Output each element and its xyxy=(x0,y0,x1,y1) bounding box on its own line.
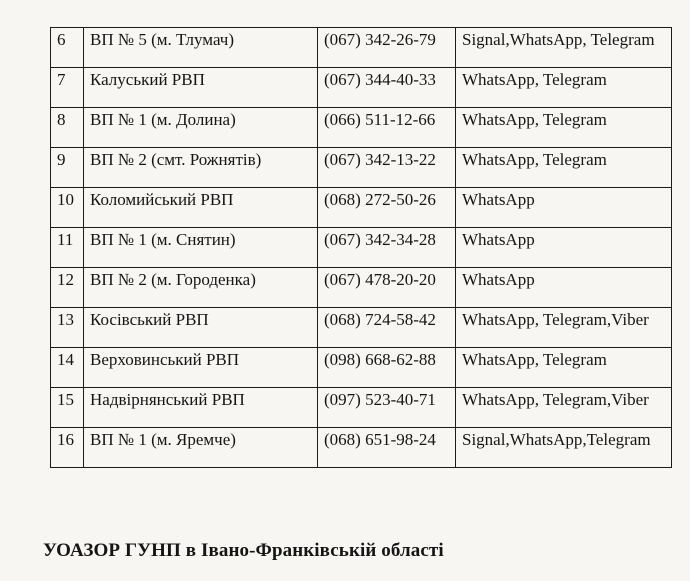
table-row xyxy=(51,308,672,348)
phone-cell: (067) 342-13-22 xyxy=(318,148,456,188)
table-row xyxy=(51,108,672,148)
phone-cell: (067) 344-40-33 xyxy=(318,68,456,108)
table-row xyxy=(51,68,672,108)
unit-name-cell: Верховинський РВП xyxy=(84,348,318,388)
section-heading: УОАЗОР ГУНП в Івано-Франківській області xyxy=(43,540,444,561)
messengers-cell: WhatsApp xyxy=(456,188,672,228)
row-number-cell: 11 xyxy=(51,228,84,268)
messengers-cell: WhatsApp, Telegram xyxy=(456,348,672,388)
table-row xyxy=(51,428,672,468)
phone-cell: (067) 478-20-20 xyxy=(318,268,456,308)
unit-name-cell: ВП № 5 (м. Тлумач) xyxy=(84,28,318,68)
unit-name-cell: Косівський РВП xyxy=(84,308,318,348)
unit-name-cell: ВП № 1 (м. Долина) xyxy=(84,108,318,148)
messengers-cell: WhatsApp xyxy=(456,268,672,308)
table-row xyxy=(51,188,672,228)
unit-name-cell: ВП № 2 (м. Городенка) xyxy=(84,268,318,308)
row-number-cell: 12 xyxy=(51,268,84,308)
messengers-cell: WhatsApp, Telegram xyxy=(456,148,672,188)
row-number-cell: 9 xyxy=(51,148,84,188)
table-row xyxy=(51,268,672,308)
table-row xyxy=(51,28,672,68)
contacts-table-body xyxy=(51,28,672,468)
phone-cell: (068) 272-50-26 xyxy=(318,188,456,228)
phone-cell: (097) 523-40-71 xyxy=(318,388,456,428)
unit-name-cell: Калуський РВП xyxy=(84,68,318,108)
unit-name-cell: ВП № 2 (смт. Рожнятів) xyxy=(84,148,318,188)
unit-name-cell: Коломийський РВП xyxy=(84,188,318,228)
row-number-cell: 7 xyxy=(51,68,84,108)
row-number-cell: 14 xyxy=(51,348,84,388)
row-number-cell: 10 xyxy=(51,188,84,228)
unit-name-cell: ВП № 1 (м. Яремче) xyxy=(84,428,318,468)
table-row xyxy=(51,148,672,188)
phone-cell: (068) 724-58-42 xyxy=(318,308,456,348)
phone-cell: (068) 651-98-24 xyxy=(318,428,456,468)
row-number-cell: 8 xyxy=(51,108,84,148)
contacts-table xyxy=(50,27,672,468)
phone-cell: (067) 342-26-79 xyxy=(318,28,456,68)
row-number-cell: 15 xyxy=(51,388,84,428)
messengers-cell: WhatsApp, Telegram,Viber xyxy=(456,308,672,348)
row-number-cell: 16 xyxy=(51,428,84,468)
messengers-cell: WhatsApp, Telegram xyxy=(456,68,672,108)
phone-cell: (098) 668-62-88 xyxy=(318,348,456,388)
messengers-cell: WhatsApp xyxy=(456,228,672,268)
messengers-cell: Signal,WhatsApp, Telegram xyxy=(456,28,672,68)
table-row xyxy=(51,388,672,428)
unit-name-cell: ВП № 1 (м. Снятин) xyxy=(84,228,318,268)
messengers-cell: WhatsApp, Telegram xyxy=(456,108,672,148)
messengers-cell: WhatsApp, Telegram,Viber xyxy=(456,388,672,428)
phone-cell: (066) 511-12-66 xyxy=(318,108,456,148)
row-number-cell: 6 xyxy=(51,28,84,68)
unit-name-cell: Надвірнянський РВП xyxy=(84,388,318,428)
row-number-cell: 13 xyxy=(51,308,84,348)
table-row xyxy=(51,228,672,268)
messengers-cell: Signal,WhatsApp,Telegram xyxy=(456,428,672,468)
table-row xyxy=(51,348,672,388)
phone-cell: (067) 342-34-28 xyxy=(318,228,456,268)
